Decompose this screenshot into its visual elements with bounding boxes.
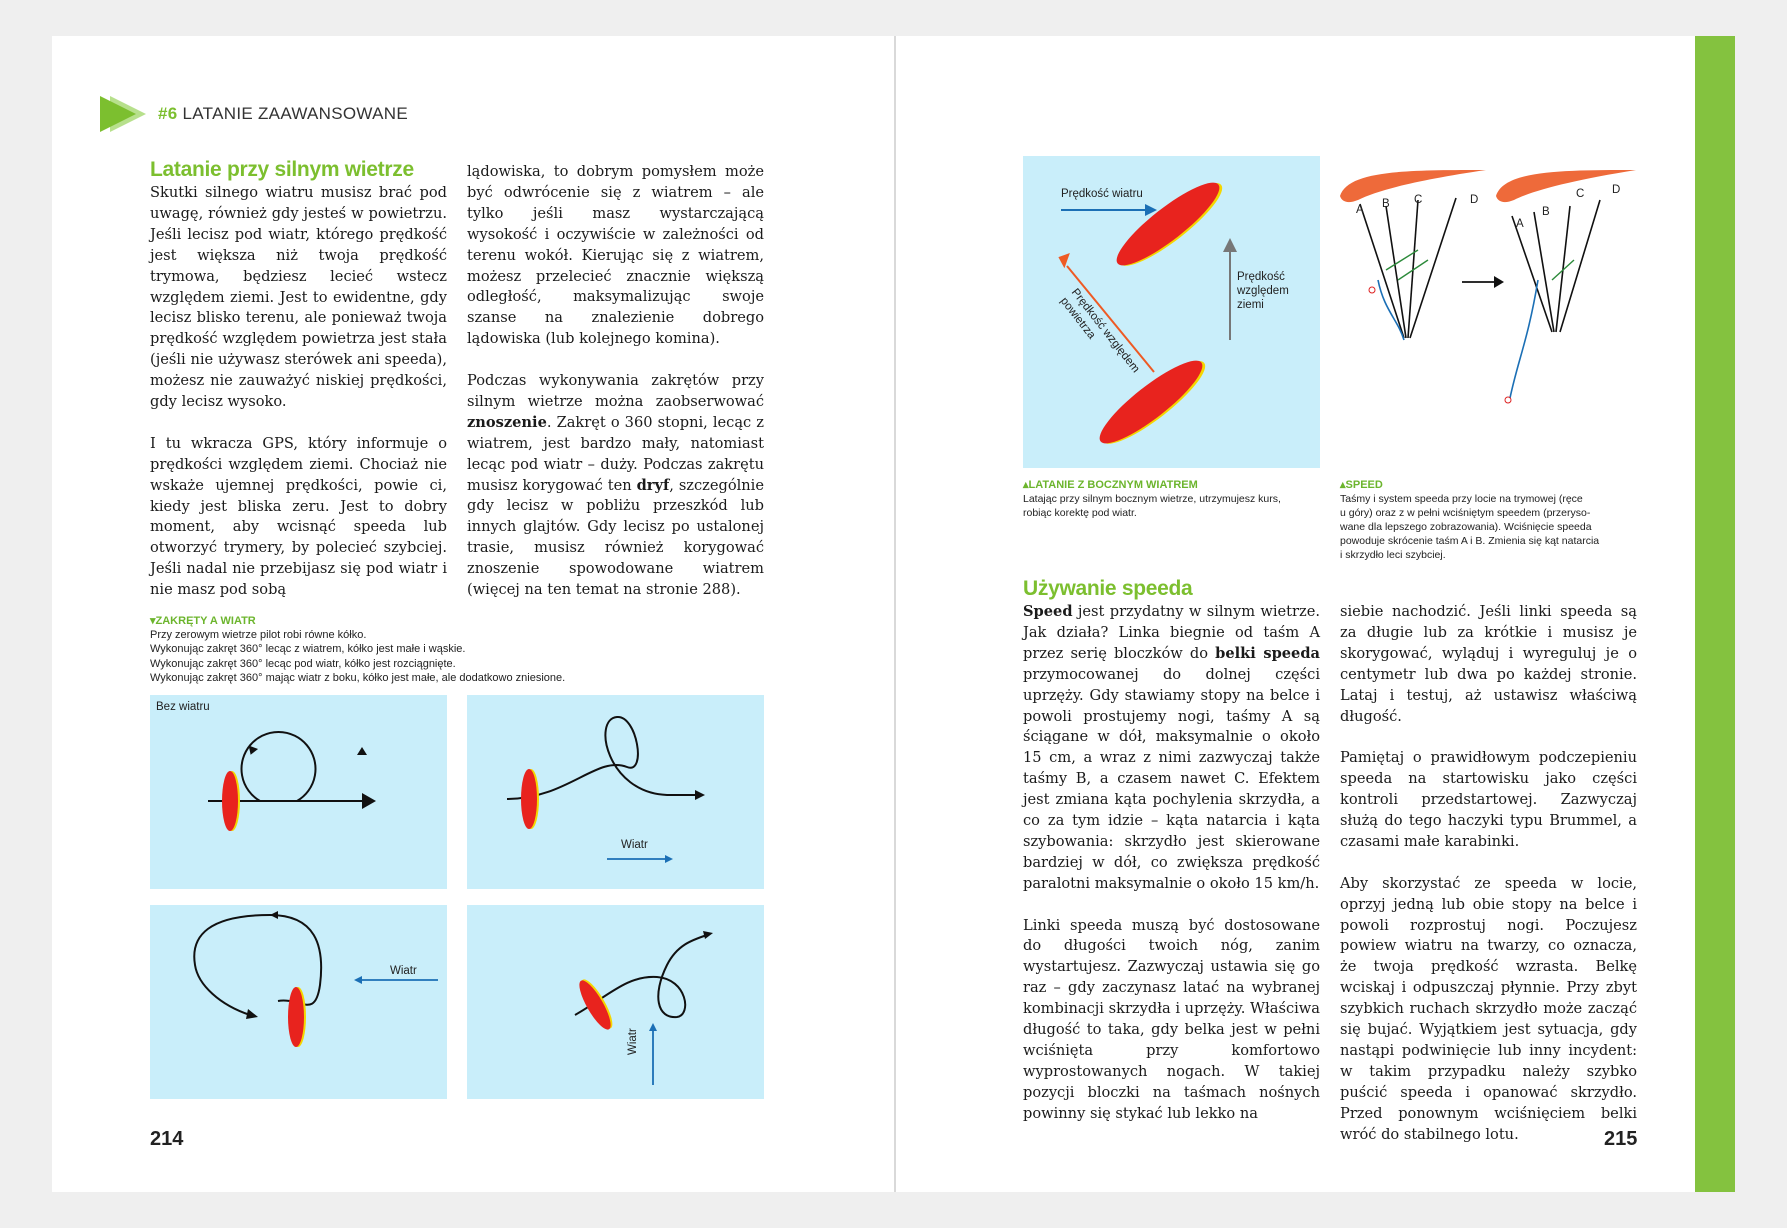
turn-panel-upwind — [150, 905, 447, 1099]
turn-panel-crosswind — [467, 905, 764, 1099]
chapter-title: #6 LATANIE ZAAWANSOWANE — [158, 104, 408, 123]
crosswind-figure — [1023, 156, 1320, 468]
paragraph: Podczas wykonywania zakrętów przy silnym wietrze można zaobserwować znoszenie. Zakręt o 360 stopni, lecąc z wiatrem, jest bardzo mały, natomiast lecąc pod wiatr – duży. Podczas zakrętu musisz korygować ten dryf, szczególnie gdy lecisz w pobliżu przeszkód lub innych glajtów. Gdy lecisz po ustalonej trasie, musisz również korygować znoszenie spowodowane wiatrem (więcej na ten temat na stronie 288). — [467, 372, 764, 599]
chapter-header — [96, 94, 408, 134]
wing-icon — [574, 976, 618, 1033]
riser-label-c: C — [1414, 194, 1423, 206]
riser-label-a: A — [1356, 204, 1364, 216]
riser-label-a: A — [1516, 218, 1524, 230]
left-column-2 — [467, 162, 764, 622]
panel-label: Bez wiatru — [156, 701, 210, 713]
wing-icon — [521, 769, 539, 829]
figure-caption-title: ▾ZAKRĘTY A WIATR — [150, 615, 256, 627]
figure-caption-title: ▴SPEED — [1340, 479, 1383, 491]
figure-caption-text: Przy zerowym wietrze pilot robi równe kółko. Wykonując zakręt 360° lecąc z wiatrem, kółko jest małe i wąskie. Wykonując zakręt 360° lecąc pod wiatr, kółko jest rozciągnięte. Wykonując zakręt 360° mając wiatr z boku, kółko jest małe, ale dodatkowo zniesione. — [150, 629, 566, 685]
page-number: 215 — [1604, 1128, 1638, 1150]
riser-label-b: B — [1382, 198, 1390, 210]
turn-panel-no-wind — [150, 695, 447, 889]
wing-icon — [1108, 171, 1231, 278]
air-speed-label: Prędkość względem powietrza — [1057, 286, 1142, 376]
speed-system-figure — [1338, 160, 1638, 410]
wind-label: Wiatr — [390, 965, 417, 977]
left-column-1 — [150, 183, 447, 622]
paragraph: Speed jest przydatny w silnym wietrze. Jak działa? Linka biegnie od taśm A przez serię bloczków do belki speeda przymocowanej do dolnej części uprzęży. Gdy stawiamy stopy na belce i powoli prostujemy nogi, taśmy A są ściągane w dół, maksymalnie o około 15 cm, a wraz z nimi zazwyczaj także taśmy B, a czasem nawet C. Efektem jest zmiana kąta pochylenia skrzydła, a co za tym idzie – kąta natarcia i kąta szybowania: skrzydło jest skierowane bardziej w dół, co zwiększa prędkość paralotni maksymalnie o około 15 km/h. — [1023, 603, 1321, 892]
turn-panel-downwind — [467, 695, 764, 889]
riser-label-d: D — [1470, 194, 1479, 206]
ground-speed-label: Prędkość względem ziemi — [1237, 271, 1289, 311]
wind-speed-label: Prędkość wiatru — [1061, 188, 1143, 200]
section-heading: Używanie speeda — [1023, 577, 1193, 600]
figure-caption-text: Taśmy i system speeda przy locie na trymowej (ręce u góry) oraz z w pełni wciśniętym speedem (przeryso- wane dla lepszego zobrazowania). Wciśnięcie speeda powoduje skrócenie taśm A i B. Zmienia się kąt natarcia i skrzydło leci szybciej. — [1340, 493, 1600, 561]
wind-label: Wiatr — [627, 1028, 639, 1055]
wing-icon — [288, 987, 306, 1047]
wind-label: Wiatr — [621, 839, 648, 851]
figure-caption-title: ▴LATANIE Z BOCZNYM WIATREM — [1023, 479, 1198, 491]
paragraph: lądowiska, to dobrym pomysłem może być odwrócenie się z wiatrem – ale tylko jeśli masz wystarczającą wysokość i oczywiście w zależności od terenu wokół. Kierując się z wiatrem, możesz przelecieć znacznie większą odległość, maksymalizując swoje szanse na znalezienie dobrego lądowiska (lub kolejnego komina). — [467, 163, 764, 348]
section-heading: Latanie przy silnym wietrze — [150, 158, 414, 181]
paragraph: Aby skorzystać ze speeda w locie, oprzyj jedną lub obie stopy na belce i powoli rozprostuj nogi. Poczujesz powiew wiatru na twarzy, co oznacza, że twoja prędkość wzrasta. Belkę wciskaj i odpuszczaj płynnie. Przy zbyt szybkich ruchach skrzydło może zacząć się bujać. Wyjątkiem jest sytuacja, gdy nastąpi podwinięcie lub inny incydent: w takim przypadku należy szybko puścić speeda i opanować skrzydło. Przed ponownym wciśnięciem belki wróć do stabilnego lotu. — [1340, 874, 1637, 1143]
paragraph: Linki speeda muszą być dostosowane do długości twoich nóg, zanim wystartujesz. Zazwyczaj ustawia się go raz – gdy zaczynasz latać na wybranej kombinacji skrzydła i uprzęży. Właściwa długość to taka, gdy belka jest w pełni wciśnięta przy komfortowo wyprostowanych nogach. W takiej pozycji bloczki na taśmach nośnych powinny się stykać lub lekko na — [1023, 916, 1320, 1122]
paragraph: I tu wkracza GPS, który informuje o prędkości względem ziemi. Chociaż nie wskaże ujemnej prędkości, powie ci, kiedy jest bliska zeru. Jest to dobry moment, aby wcisnąć speeda lub otworzyć trymery, by polecieć szybciej. Jeśli nadal nie przebijasz się pod wiatr i nie masz pod sobą — [150, 434, 447, 599]
riser-label-d: D — [1612, 184, 1621, 196]
paragraph: siebie nachodzić. Jeśli linki speeda są za długie lub za krótkie i musisz je skorygować, wyląduj i wyreguluj je o centymetr lub dwa po każdej stronie. Lataj i testuj, aż ustawisz właściwą długość. — [1340, 603, 1637, 725]
page-number: 214 — [150, 1128, 184, 1150]
wing-icon — [222, 771, 240, 831]
chapter-arrow-icon — [96, 94, 154, 134]
riser-label-b: B — [1542, 206, 1550, 218]
right-column-1 — [1023, 602, 1320, 1146]
riser-label-c: C — [1576, 188, 1585, 200]
chapter-edge-strip — [1695, 36, 1735, 1192]
paragraph: Skutki silnego wiatru musisz brać pod uwagę, również gdy jesteś w powietrzu. Jeśli lecisz pod wiatr, którego prędkość jest większa niż twoja prędkość trymowa, będziesz lecieć wstecz względem ziemi. Jest to ewidentne, gdy lecisz blisko terenu, ale ponieważ twoja prędkość względem powietrza jest stała (jeśli nie używasz sterówek ani speeda), możesz nie zauważyć niskiej prędkości, gdy lecisz wysoko. — [150, 184, 447, 411]
book-gutter — [894, 36, 896, 1192]
figure-caption-text: Latając przy silnym bocznym wietrze, utrzymujesz kurs, robiąc korektę pod wiatr. — [1023, 493, 1281, 519]
paragraph: Pamiętaj o prawidłowym podczepieniu speeda na startowisku jako części kontroli przedstartowej. Zazwyczaj służą do tego haczyki typu Brummel, a czasami małe karabinki. — [1340, 749, 1637, 850]
right-column-2 — [1340, 602, 1637, 1166]
